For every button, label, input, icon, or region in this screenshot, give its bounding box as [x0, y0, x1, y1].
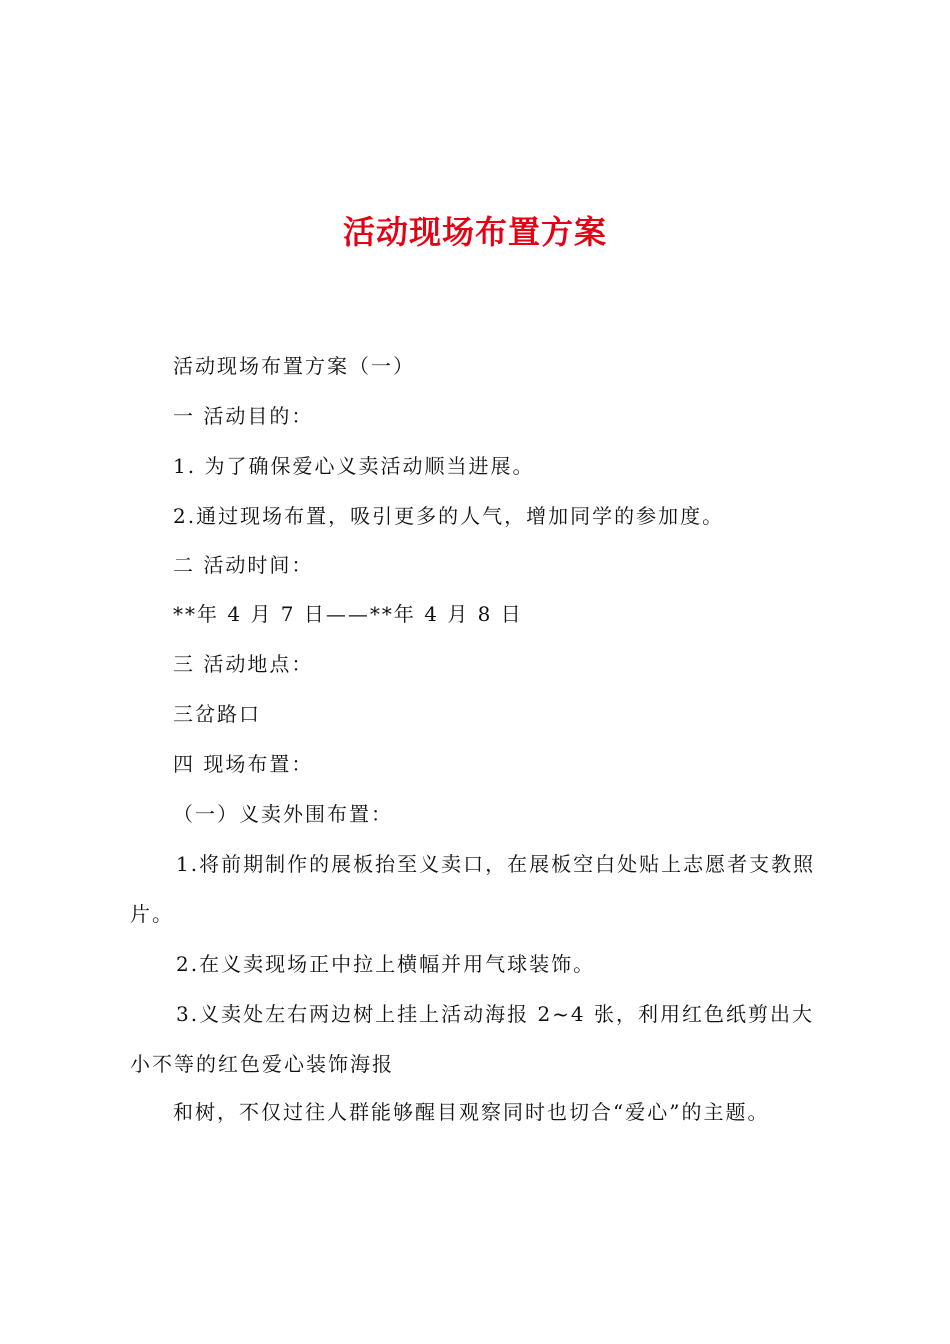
purpose-item-2: 2.通过现场布置，吸引更多的人气，增加同学的参加度。 — [173, 504, 725, 528]
document-title: 活动现场布置方案 — [342, 213, 607, 251]
layout-item-2: 2.在义卖现场正中拉上横幅并用气球装饰。 — [176, 952, 596, 976]
section-heading-time: 二 活动时间： — [173, 553, 314, 577]
layout-item-3: 3.义卖处左右两边树上挂上活动海报 2~4 张，利用红色纸剪出大小不等的红色爱心装饰海报 — [130, 1002, 815, 1076]
subsection-heading-outer-layout: （一）义卖外围布置： — [173, 802, 393, 826]
event-location: 三岔路口 — [173, 702, 261, 726]
section-heading-purpose: 一 活动目的： — [173, 404, 314, 428]
section-heading-plan-one: 活动现场布置方案（一） — [173, 354, 415, 378]
purpose-item-1: 1. 为了确保爱心义卖活动顺当进展。 — [173, 454, 535, 478]
layout-item-3-continued: 和树，不仅过往人群能够醒目观察同时也切合“爱心”的主题。 — [173, 1100, 770, 1124]
section-heading-layout: 四 现场布置： — [173, 752, 314, 776]
layout-item-1: 1.将前期制作的展板抬至义卖口，在展板空白处贴上志愿者支教照片。 — [130, 852, 816, 926]
section-heading-location: 三 活动地点： — [173, 652, 314, 676]
event-time: **年 4 月 7 日——**年 4 月 8 日 — [173, 602, 523, 626]
